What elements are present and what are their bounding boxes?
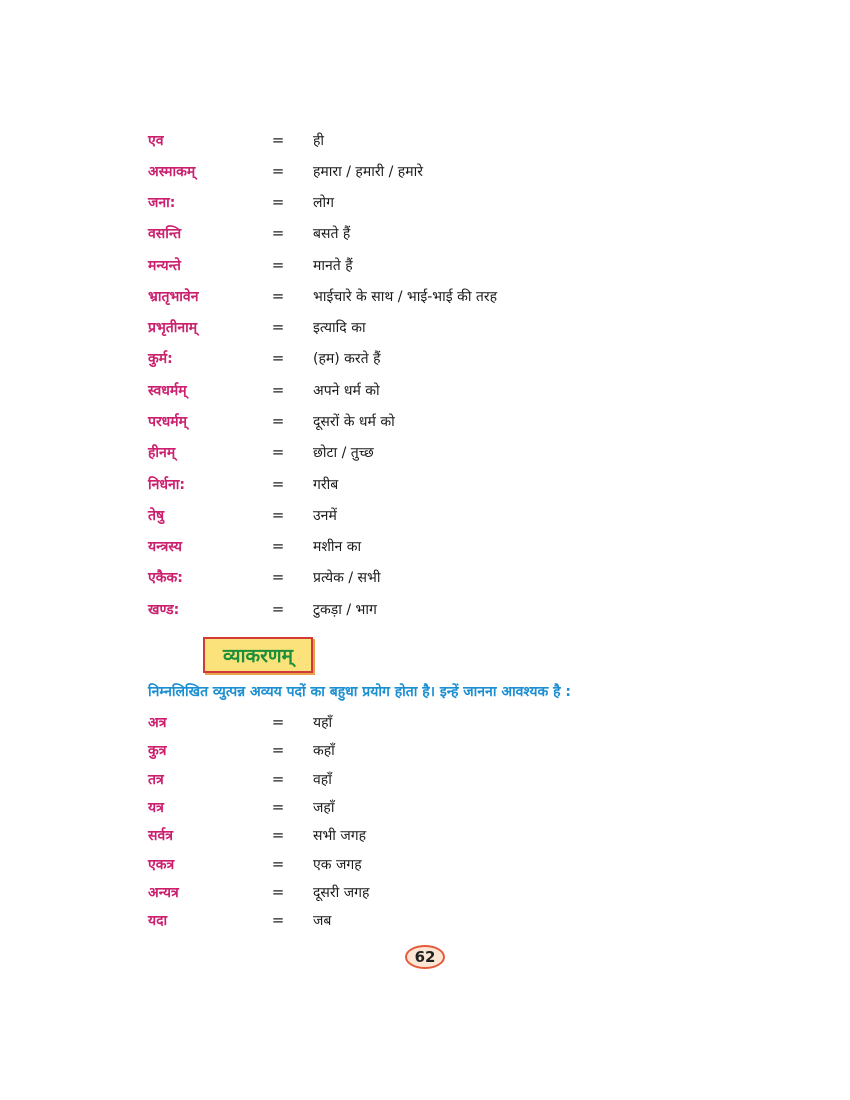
vocab-term: खण्ड: bbox=[148, 601, 180, 618]
equals-sign: = bbox=[271, 600, 285, 618]
vocab-term: स्वधर्मम् bbox=[148, 382, 187, 399]
indeclinable-term: कुत्र bbox=[148, 742, 167, 759]
indeclinable-meaning: यहाँ bbox=[313, 714, 333, 731]
indeclinable-term: सर्वत्र bbox=[148, 827, 173, 844]
equals-sign: = bbox=[271, 318, 285, 336]
equals-sign: = bbox=[271, 883, 285, 901]
indeclinable-row bbox=[148, 823, 366, 847]
vocab-meaning: हमारा / हमारी / हमारे bbox=[313, 163, 423, 180]
vocab-row bbox=[148, 221, 350, 245]
equals-sign: = bbox=[271, 193, 285, 211]
vocab-meaning: ही bbox=[313, 132, 325, 149]
vocab-row bbox=[148, 284, 497, 308]
vocab-row bbox=[148, 190, 334, 214]
equals-sign: = bbox=[271, 741, 285, 759]
vocab-row bbox=[148, 128, 324, 152]
vocab-meaning: इत्यादि का bbox=[313, 319, 366, 336]
vocab-term: एकैक: bbox=[148, 569, 183, 586]
indeclinable-meaning: जहाँ bbox=[313, 799, 335, 816]
indeclinable-term: अन्यत्र bbox=[148, 884, 179, 901]
vocab-row bbox=[148, 409, 395, 433]
indeclinable-meaning: सभी जगह bbox=[313, 827, 367, 844]
vocab-row bbox=[148, 503, 337, 527]
indeclinable-term: तत्र bbox=[148, 771, 164, 788]
vocab-term: मन्यन्ते bbox=[148, 257, 181, 274]
equals-sign: = bbox=[271, 443, 285, 461]
vocab-row bbox=[148, 159, 423, 183]
vocab-meaning: लोग bbox=[313, 194, 334, 211]
vocab-row bbox=[148, 534, 361, 558]
equals-sign: = bbox=[271, 713, 285, 731]
vocab-term: जना: bbox=[148, 194, 176, 211]
equals-sign: = bbox=[271, 256, 285, 274]
equals-sign: = bbox=[271, 798, 285, 816]
indeclinable-term: एकत्र bbox=[148, 856, 175, 873]
vocab-term: यन्त्रस्य bbox=[148, 538, 182, 555]
vocab-term: तेषु bbox=[148, 507, 165, 524]
indeclinable-meaning: वहाँ bbox=[313, 771, 332, 788]
equals-sign: = bbox=[271, 287, 285, 305]
indeclinable-meaning: कहाँ bbox=[313, 742, 335, 759]
vocab-meaning: बसते हैं bbox=[313, 225, 351, 242]
vocab-meaning: मशीन का bbox=[313, 538, 362, 555]
equals-sign: = bbox=[271, 475, 285, 493]
indeclinable-row bbox=[148, 880, 369, 904]
vocab-meaning: छोटा / तुच्छ bbox=[313, 444, 374, 461]
indeclinable-meaning: जब bbox=[313, 912, 332, 929]
equals-sign: = bbox=[271, 162, 285, 180]
indeclinable-meaning: दूसरी जगह bbox=[313, 884, 370, 901]
equals-sign: = bbox=[271, 826, 285, 844]
grammar-heading: व्याकरणम् bbox=[223, 645, 293, 667]
vocab-meaning: दूसरों के धर्म को bbox=[313, 413, 395, 430]
indeclinable-term: यदा bbox=[148, 912, 168, 929]
vocab-term: परधर्मम् bbox=[148, 413, 188, 430]
vocab-row bbox=[148, 315, 366, 339]
equals-sign: = bbox=[271, 855, 285, 873]
vocab-row bbox=[148, 597, 377, 621]
indeclinable-meaning: एक जगह bbox=[313, 856, 362, 873]
vocab-term: एव bbox=[148, 132, 164, 149]
vocab-row bbox=[148, 440, 374, 464]
equals-sign: = bbox=[271, 506, 285, 524]
vocab-row bbox=[148, 472, 338, 496]
equals-sign: = bbox=[271, 131, 285, 149]
indeclinable-row bbox=[148, 738, 335, 762]
equals-sign: = bbox=[271, 349, 285, 367]
page-number-badge bbox=[405, 945, 445, 969]
grammar-heading-box bbox=[203, 637, 313, 673]
vocab-meaning: गरीब bbox=[313, 476, 339, 493]
equals-sign: = bbox=[271, 568, 285, 586]
equals-sign: = bbox=[271, 412, 285, 430]
vocab-term: कुर्म: bbox=[148, 350, 173, 367]
vocab-meaning: प्रत्येक / सभी bbox=[313, 569, 381, 586]
equals-sign: = bbox=[271, 224, 285, 242]
equals-sign: = bbox=[271, 770, 285, 788]
equals-sign: = bbox=[271, 911, 285, 929]
vocab-meaning: उनमें bbox=[313, 507, 337, 524]
indeclinable-row bbox=[148, 908, 331, 932]
indeclinable-row bbox=[148, 852, 362, 876]
vocab-row bbox=[148, 565, 380, 589]
vocab-row bbox=[148, 253, 353, 277]
vocab-term: हीनम् bbox=[148, 444, 176, 461]
vocab-meaning: मानते हैं bbox=[313, 257, 353, 274]
instruction-text: निम्नलिखित व्युत्पन्न अव्यय पदों का बहुधा प्रयोग होता है। इन्हें जानना आवश्यक है : bbox=[148, 684, 572, 700]
indeclinable-row bbox=[148, 767, 332, 791]
indeclinable-row bbox=[148, 710, 332, 734]
vocab-term: वसन्ति bbox=[148, 225, 182, 242]
vocab-row bbox=[148, 378, 380, 402]
vocab-meaning: अपने धर्म को bbox=[313, 382, 380, 399]
page-number: 62 bbox=[414, 948, 436, 966]
equals-sign: = bbox=[271, 537, 285, 555]
vocab-term: अस्माकम् bbox=[148, 163, 196, 180]
indeclinable-row bbox=[148, 795, 334, 819]
vocab-meaning: टुकड़ा / भाग bbox=[313, 601, 377, 618]
vocab-term: प्रभृतीनाम् bbox=[148, 319, 198, 336]
equals-sign: = bbox=[271, 381, 285, 399]
vocab-meaning: (हम) करते हैं bbox=[313, 350, 381, 367]
vocab-row bbox=[148, 346, 381, 370]
vocab-meaning: भाईचारे के साथ / भाई-भाई की तरह bbox=[313, 288, 498, 305]
vocab-term: भ्रातृभावेन bbox=[148, 288, 199, 305]
vocab-term: निर्धना: bbox=[148, 476, 186, 493]
indeclinable-term: यत्र bbox=[148, 799, 164, 816]
indeclinable-term: अत्र bbox=[148, 714, 167, 731]
